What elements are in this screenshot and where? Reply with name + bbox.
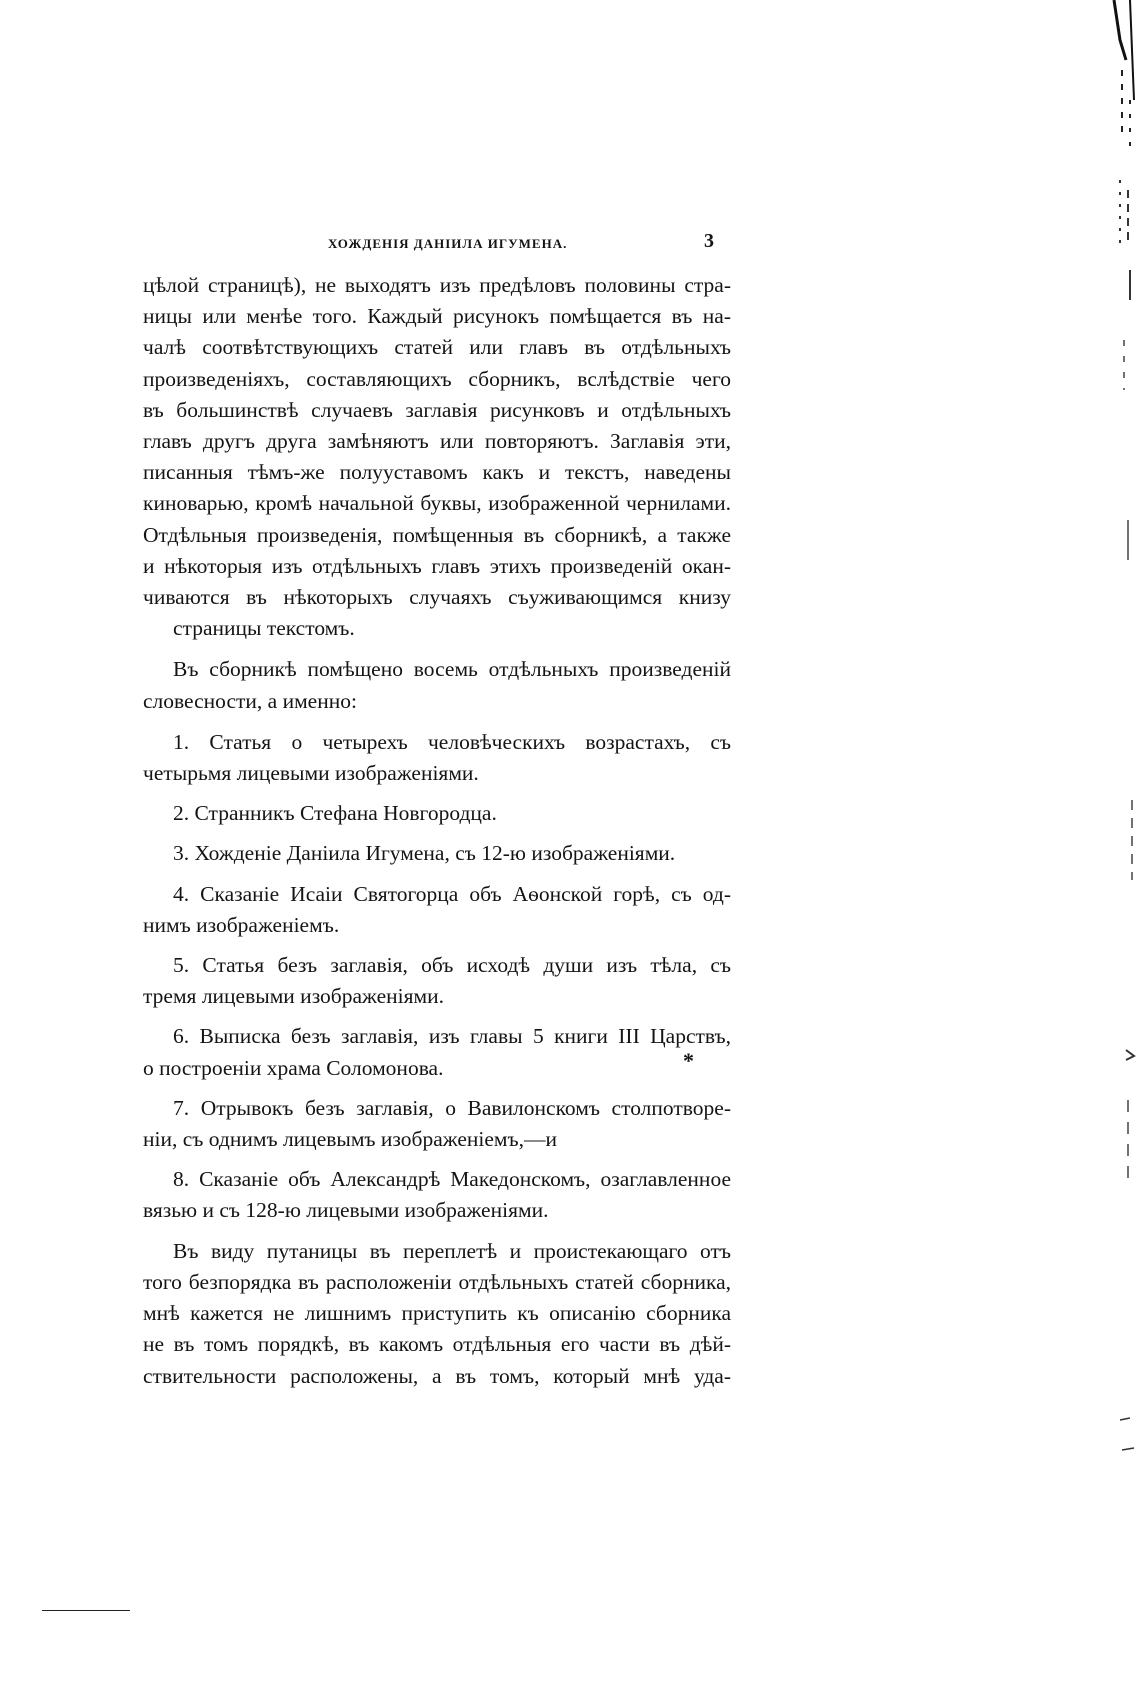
list-item (143, 879, 731, 941)
text-line: Отдѣльныя произведенія, помѣщенныя въ сборникѣ, а также (143, 522, 731, 547)
text-line: 2. Странникъ Стефана Новгородца. (173, 801, 497, 826)
text-line: не въ томъ порядкѣ, въ какомъ отдѣльныя его части въ дѣй- (143, 1332, 731, 1357)
paragraph-2 (143, 654, 731, 716)
text-line: того безпорядка въ расположеніи отдѣльныхъ статей сборника, (143, 1269, 731, 1294)
list-item (143, 727, 731, 789)
text-line: мнѣ кажется не лишнимъ приступить къ описанію сборника (143, 1301, 731, 1326)
text-line: 3. Хожденіе Даніила Игумена, съ 12-ю изображеніями. (173, 841, 676, 866)
text-line: 7. Отрывокъ безъ заглавія, о Вавилонскомъ столпотворе- (173, 1095, 731, 1120)
text-line: Въ сборникѣ помѣщено восемь отдѣльныхъ произведеній (173, 657, 731, 682)
text-line: о построеніи храма Соломонова. (143, 1055, 444, 1080)
text-line: Въ виду путаницы въ переплетѣ и проистекающаго отъ (173, 1238, 731, 1263)
running-title: ХОЖДЕНІЯ ДАНІИЛА ИГУМЕНА. (328, 236, 568, 251)
text-line: киноварью, кромѣ начальной буквы, изображенной чернилами. (143, 491, 731, 516)
text-line: тремя лицевыми изображеніями. (143, 984, 445, 1009)
text-line: цѣлой страницѣ), не выходятъ изъ предѣловъ половины стра- (143, 273, 731, 297)
text-line: страницы текстомъ. (173, 616, 355, 641)
paragraph-3 (143, 1236, 731, 1392)
text-line: словесности, а именно: (143, 688, 357, 713)
text-line: вязью и съ 128-ю лицевыми изображеніями. (143, 1198, 549, 1223)
list-item (143, 1021, 731, 1083)
list-item (143, 1164, 731, 1226)
list-item (143, 798, 731, 829)
text-line: чиваются въ нѣкоторыхъ случаяхъ съуживающимся книзу (143, 585, 731, 610)
text-line: и нѣкоторыя изъ отдѣльныхъ главъ этихъ произведеній окан- (143, 553, 731, 578)
text-line: 4. Сказаніе Исаіи Святогорца объ Аѳонской горѣ, съ од- (173, 881, 731, 906)
scan-edge-marks (1100, 0, 1140, 1690)
list-item (143, 1093, 731, 1155)
text-line: 6. Выписка безъ заглавія, изъ главы 5 книги III Царствъ, (173, 1024, 731, 1049)
text-line: 8. Сказаніе объ Александрѣ Македонскомъ, озаглавленное (173, 1167, 731, 1192)
text-line: ницы или менѣе того. Каждый рисунокъ помѣщается въ на- (143, 304, 731, 329)
text-line: произведеніяхъ, составляющихъ сборникъ, вслѣдствіе чего (143, 366, 731, 391)
footnote-mark: * (683, 1048, 694, 1073)
text-line: нимъ изображеніемъ. (143, 912, 340, 937)
text-line: 1. Статья о четырехъ человѣческихъ возрастахъ, съ (173, 729, 731, 754)
list-item (143, 950, 731, 1012)
text-line: писанныя тѣмъ-же полууставомъ какъ и текстъ, наведены (143, 460, 731, 485)
text-line: въ большинствѣ случаевъ заглавія рисунковъ и отдѣльныхъ (143, 397, 731, 422)
paragraph-1 (143, 270, 731, 644)
text-line: чалѣ соотвѣтствующихъ статей или главъ въ отдѣльныхъ (143, 335, 731, 360)
text-line: 5. Статья безъ заглавія, объ исходѣ души изъ тѣла, съ (173, 953, 731, 978)
list-item (143, 838, 731, 869)
page-number: 3 (704, 230, 714, 252)
text-line: ніи, съ однимъ лицевымъ изображеніемъ,—и (143, 1127, 558, 1152)
text-line: четырьмя лицевыми изображеніями. (143, 761, 479, 786)
text-line: главъ другъ друга замѣняютъ или повторяютъ. Заглавія эти, (143, 429, 731, 454)
footer-rule (42, 1610, 130, 1611)
text-line: ствительности расположены, а въ томъ, который мнѣ уда- (143, 1363, 731, 1388)
body-text (143, 270, 731, 1402)
